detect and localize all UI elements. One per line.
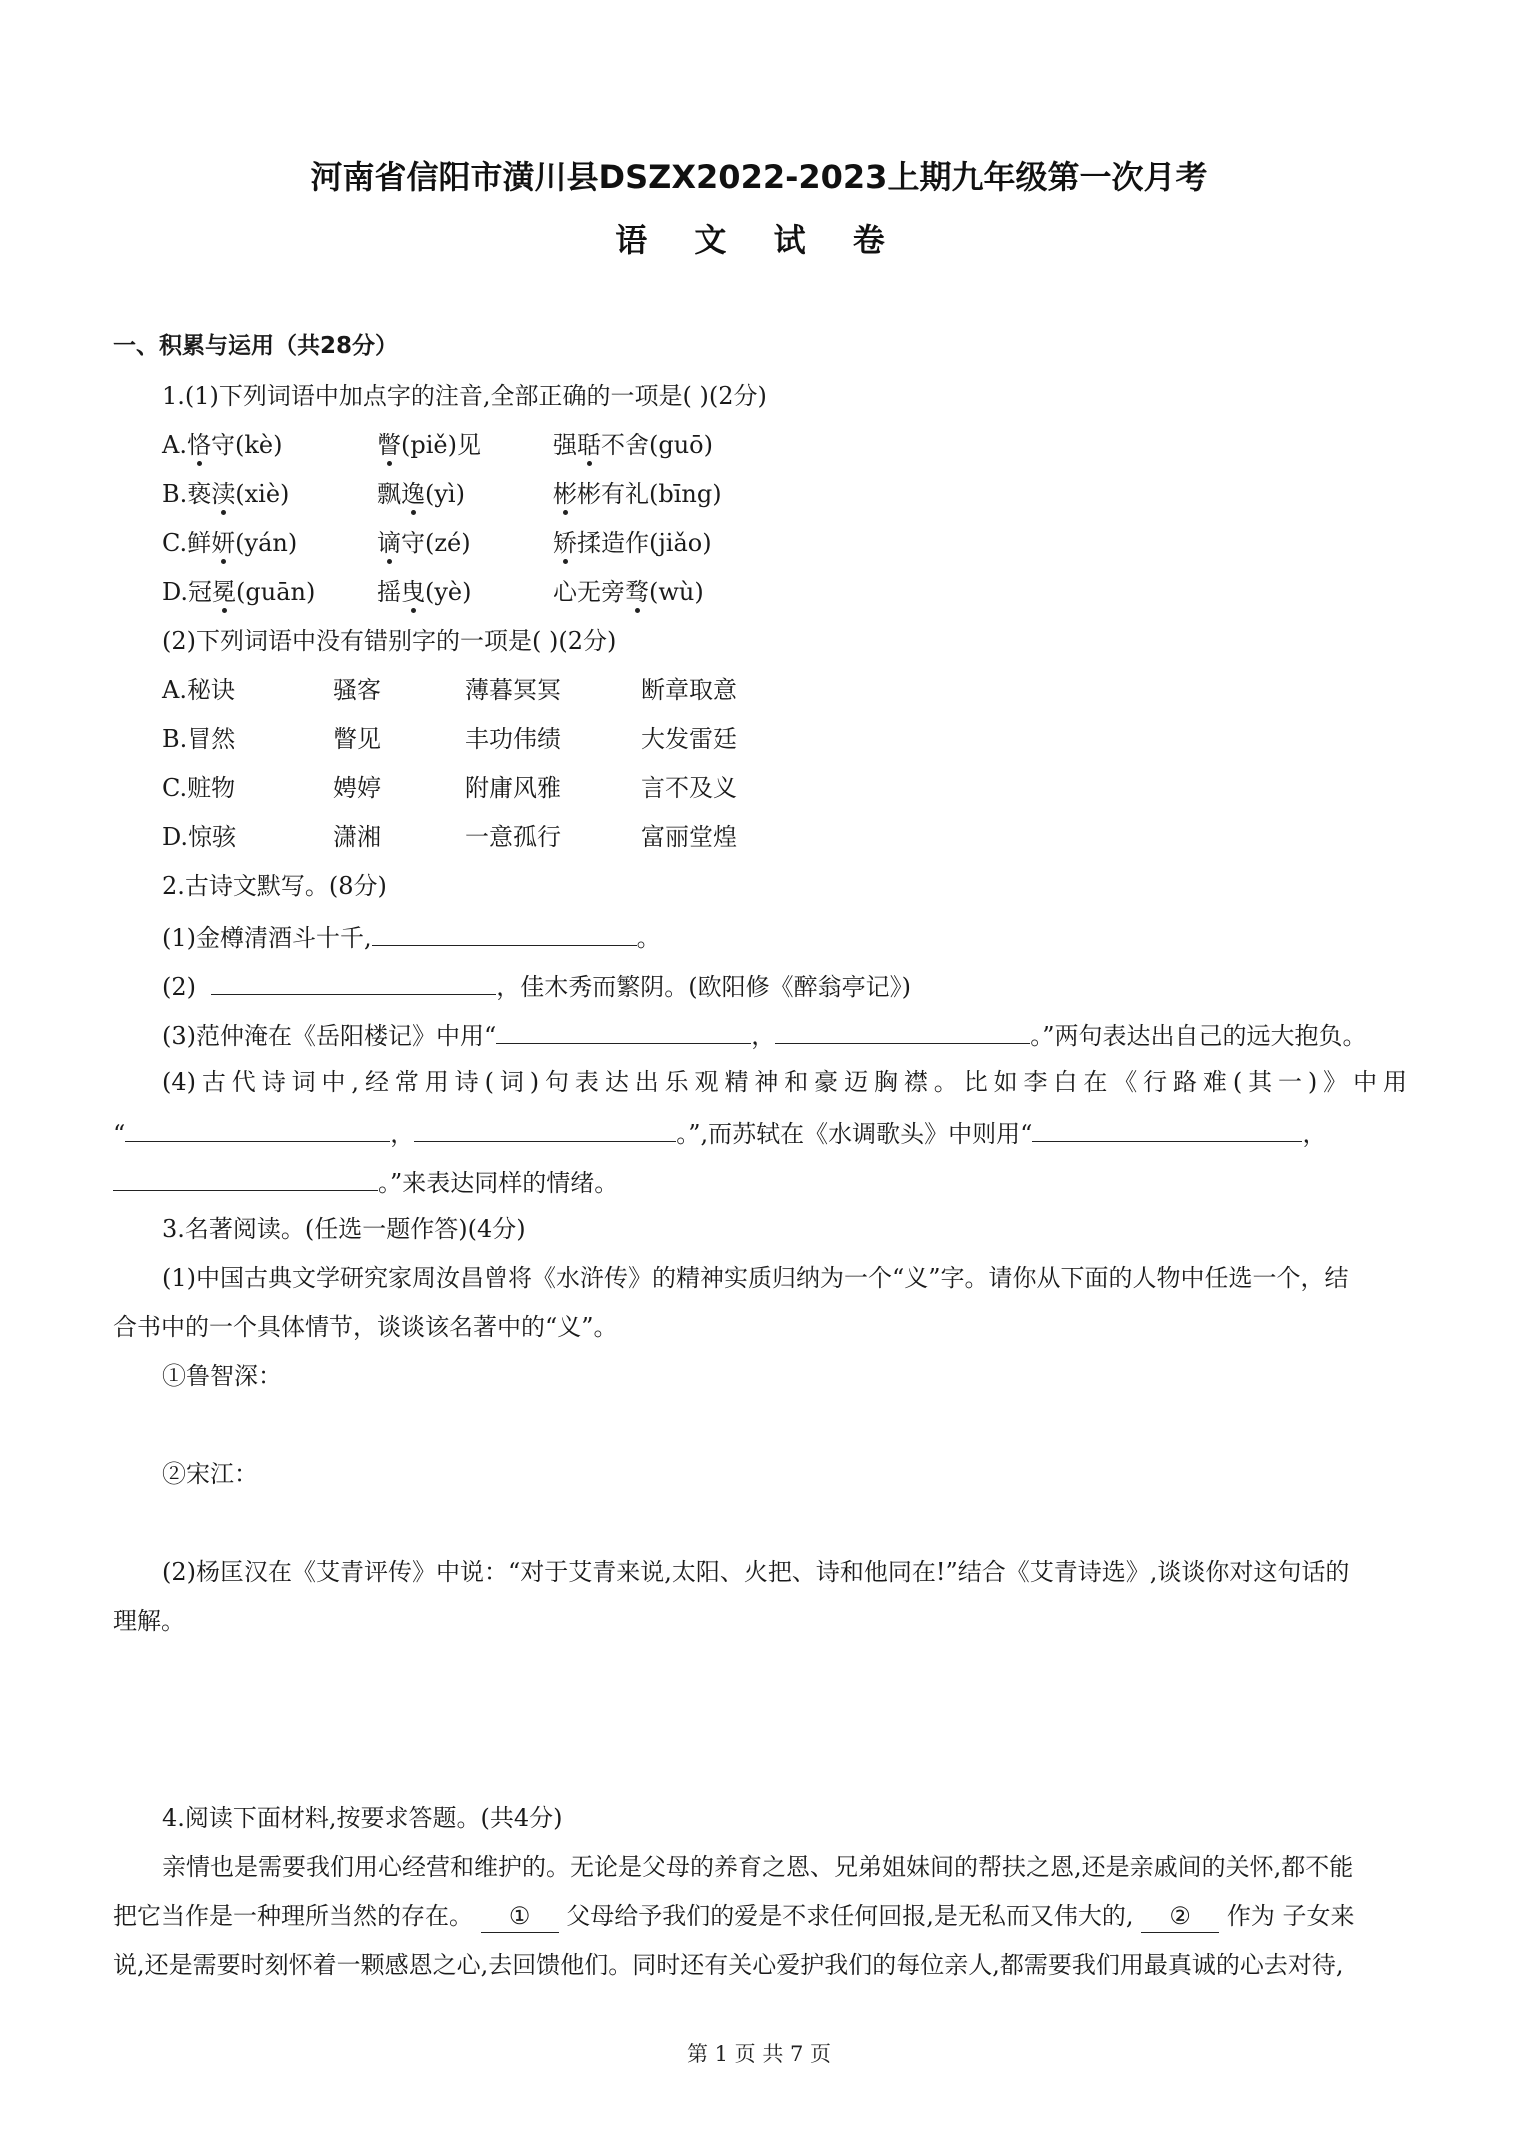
answer-blank[interactable] [113,1164,378,1191]
dotted-char: 彬 [553,480,577,508]
option-a-word3 [553,429,713,461]
option-word: 娉婷 [333,774,381,802]
q3-choice-songjiang: ②宋江： [162,1460,258,1488]
dotted-char: 逸 [401,480,425,508]
option-label: B. [162,725,188,753]
word-part: 守(kè) [210,431,283,459]
answer-blank[interactable] [414,1115,676,1142]
option-a [162,674,235,706]
word-part: (wù) [649,578,704,606]
option-word: 丰功伟绩 [465,725,561,753]
word-part: 鲜 [187,529,212,557]
option-c [162,772,235,804]
blank-marker-2[interactable]: ② [1141,1900,1219,1933]
word-part: (yì) [425,480,465,508]
option-d-word3 [553,576,704,608]
word-part: 揉造作(jiǎo) [577,529,712,557]
word-part: (yán) [235,529,298,557]
poem-prompt: 。”来表达同样的情绪。 [378,1169,619,1197]
option-word: 富丽堂煌 [641,823,737,851]
option-c-word3 [553,527,712,559]
q3-part1-line2: 合书中的一个具体情节，谈谈该名著中的“义”。 [113,1313,618,1341]
poem-prompt: (1)金樽清酒斗十千, [162,924,372,952]
punctuation: 。 [636,924,661,952]
dotted-char: 渎 [211,480,236,508]
q2-line3 [162,1017,1367,1052]
q3-stem: 3.名著阅读。(任选一题作答)(4分) [162,1215,526,1243]
word-part: (piě)见 [401,431,481,459]
q4-paragraph-line1: 亲情也是需要我们用心经营和维护的。无论是父母的养育之恩、兄弟姐妹间的帮扶之恩,还是亲戚间的关怀,都不能 [162,1853,1354,1881]
dotted-char: 矫 [553,529,577,557]
dotted-char: 聒 [577,431,601,459]
word-part: (guān) [236,578,316,606]
q1-part2-stem: (2)下列词语中没有错别字的一项是( )(2分) [162,627,617,655]
option-label: C. [162,529,188,557]
option-word: 薄暮冥冥 [465,676,561,704]
option-label: B. [162,480,188,508]
answer-blank[interactable] [211,968,496,995]
option-word: 一意孤行 [465,823,561,851]
word-part: (yè) [425,578,472,606]
option-label: D. [162,823,189,851]
option-word: 附庸风雅 [465,774,561,802]
item-number: (2) [162,973,196,1001]
poem-prompt: (3)范仲淹在《岳阳楼记》中用“ [162,1022,497,1050]
option-word: 言不及义 [641,774,737,802]
answer-blank[interactable] [125,1115,390,1142]
dotted-char: 冕 [212,578,237,606]
option-label: C. [162,774,188,802]
option-c-word2 [377,527,471,559]
q2-line6 [113,1164,618,1199]
word-part: 摇 [377,578,401,606]
option-d [162,821,236,853]
q2-stem: 2.古诗文默写。(8分) [162,872,387,900]
option-word: 赃物 [187,774,236,802]
option-a-word2 [377,429,481,461]
option-word: 断章取意 [641,676,737,704]
poem-prompt: 。”,而苏轼在《水调歌头》中则用“ [676,1120,1033,1148]
q2-line4: (4)古代诗词中,经常用诗(词)句表达出乐观精神和豪迈胸襟。比如李白在《行路难(其一)》中用 [162,1068,1407,1096]
exam-subtitle: 语 文 试 卷 [615,221,903,259]
q3-part2-line1: (2)杨匡汉在《艾青评传》中说：“对于艾青来说,太阳、火把、诗和他同在!”结合《艾青诗选》,谈谈你对这句话的 [162,1558,1350,1586]
option-c [162,527,297,559]
option-word: 大发雷廷 [641,725,737,753]
passage-text: 父母给予我们的爱是不求任何回报,是无私而又伟大的, [566,1902,1134,1930]
blank-marker-1[interactable]: ① [481,1900,559,1933]
dotted-char: 曳 [401,578,425,606]
word-part: 彬有礼(bīng) [577,480,722,508]
punctuation: ， [390,1120,415,1148]
word-part: 亵 [187,480,212,508]
option-label: A. [162,676,187,704]
word-part: 心无旁 [553,578,625,606]
q2-line5 [113,1115,1407,1150]
q3-choice-luzhishen: ①鲁智深： [162,1362,282,1390]
dotted-char: 恪 [186,431,211,459]
exam-title: 河南省信阳市潢川县DSZX2022-2023上期九年级第一次月考 [310,158,1208,196]
answer-blank[interactable] [372,919,637,946]
passage-text: 作为 子女来 [1226,1902,1355,1930]
option-b [162,723,235,755]
option-word: 秘诀 [186,676,235,704]
option-d [162,576,315,608]
answer-blank[interactable] [496,1017,751,1044]
word-part: (xiè) [235,480,290,508]
option-word: 潇湘 [333,823,381,851]
quote-mark: “ [113,1120,126,1148]
q4-stem: 4.阅读下面材料,按要求答题。(共4分) [162,1804,563,1832]
section-title: 一、积累与运用（共28分） [113,333,399,359]
q3-part2-line2: 理解。 [113,1607,185,1635]
dotted-char: 瞥 [377,431,401,459]
option-b-word3 [553,478,722,510]
q3-part1-line1: (1)中国古典文学研究家周汝昌曾将《水浒传》的精神实质归纳为一个“义”字。请你从下面的人物中任选一个，结 [162,1264,1349,1292]
word-part: 守(zé) [401,529,471,557]
answer-blank[interactable] [1032,1115,1302,1142]
q4-paragraph-line2 [113,1900,1354,1933]
punctuation: ， [751,1022,776,1050]
page-footer: 第 1 页 共 7 页 [686,2042,832,2066]
passage-text: 把它当作是一种理所当然的存在。 [113,1902,473,1930]
dotted-char: 谪 [377,529,401,557]
option-label: D. [162,578,189,606]
word-part: 不舍(guō) [601,431,713,459]
word-part: 飘 [377,480,401,508]
option-a [162,429,282,461]
option-word: 冒然 [187,725,236,753]
word-part: 强 [553,431,577,459]
option-label: A. [162,431,187,459]
q1-part1-stem: 1.(1)下列词语中加点字的注音,全部正确的一项是( )(2分) [162,382,767,410]
dotted-char: 妍 [211,529,236,557]
word-part: 冠 [188,578,213,606]
option-d-word2 [377,576,472,608]
q4-paragraph-line3: 说,还是需要时刻怀着一颗感恩之心,去回馈他们。同时还有关心爱护我们的每位亲人,都需要我们用最真诚的心去对待, [113,1951,1344,1979]
option-b-word2 [377,478,465,510]
q2-line2 [162,968,911,1003]
q2-line1 [162,919,661,954]
dotted-char: 骛 [625,578,649,606]
option-word: 骚客 [333,676,381,704]
option-word: 惊骇 [188,823,237,851]
punctuation: ， [1302,1120,1327,1148]
option-b [162,478,289,510]
poem-prompt: 。”两句表达出自己的远大抱负。 [1030,1022,1367,1050]
poem-prompt: ，佳木秀而繁阴。(欧阳修《醉翁亭记》) [496,973,911,1001]
answer-blank[interactable] [775,1017,1030,1044]
option-word: 瞥见 [333,725,381,753]
